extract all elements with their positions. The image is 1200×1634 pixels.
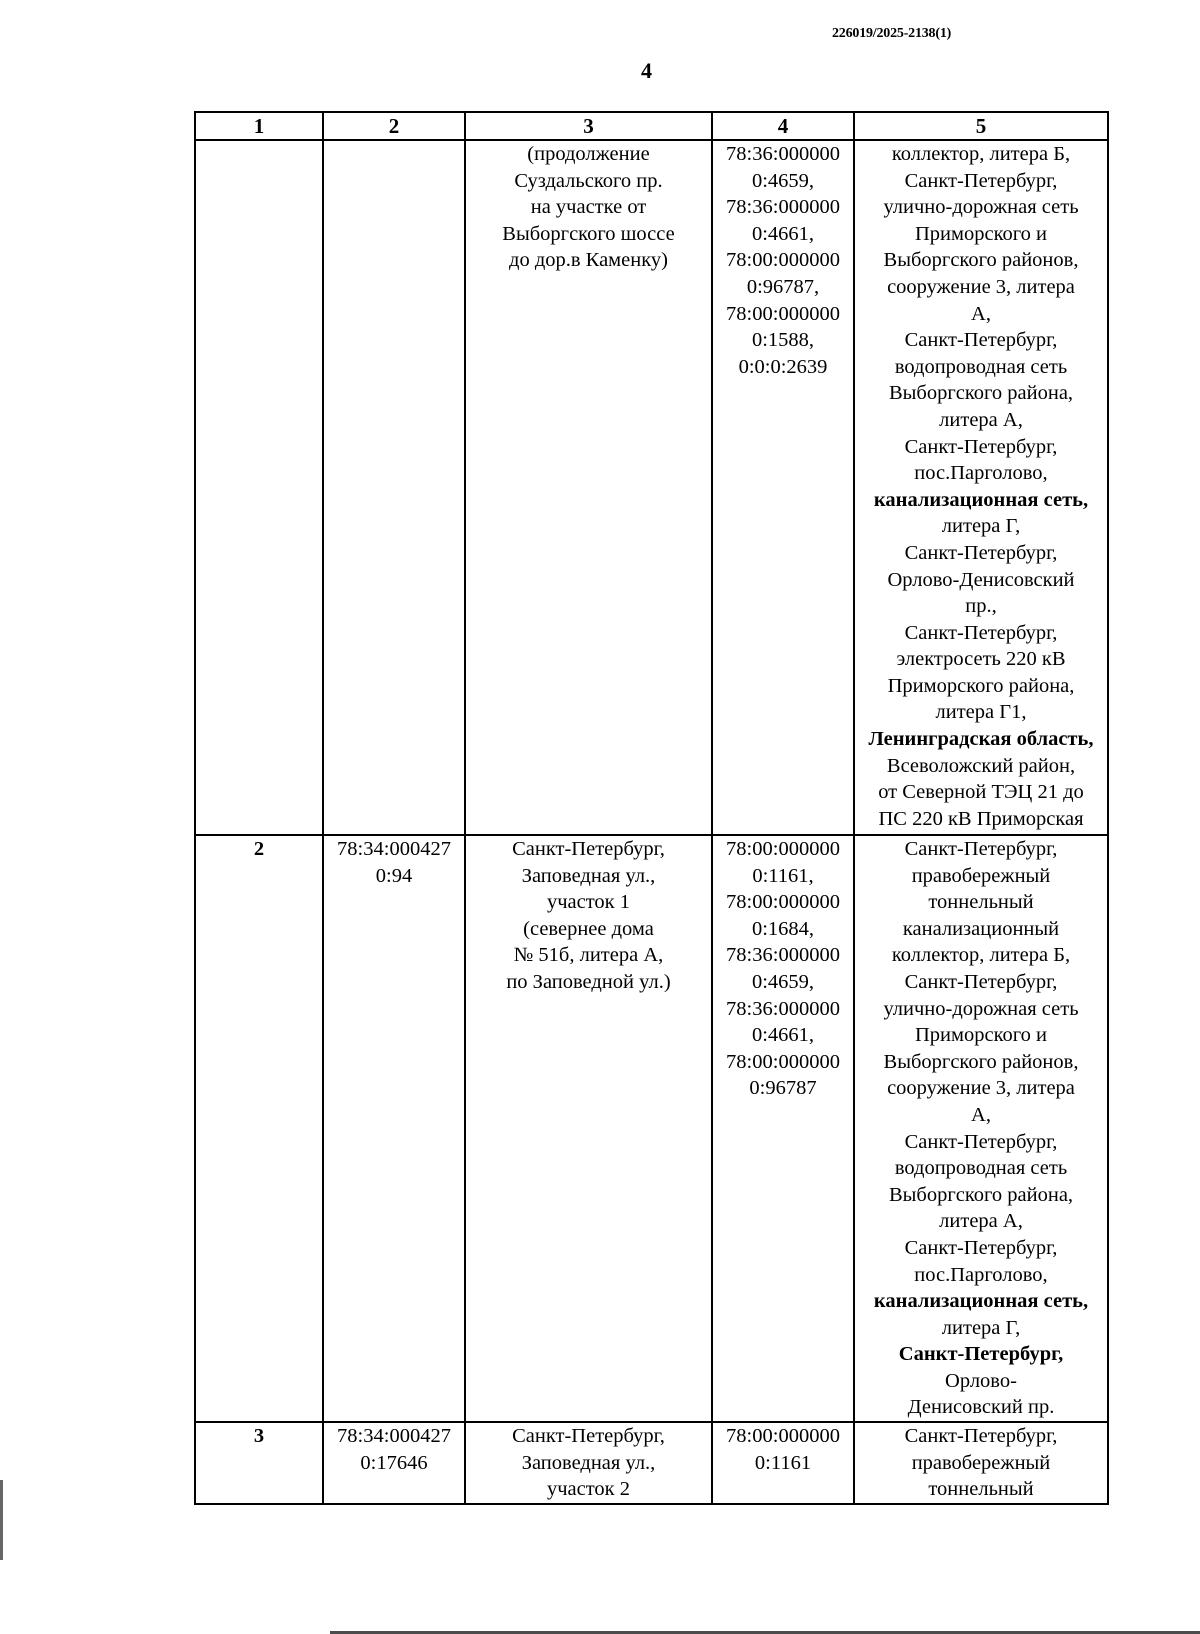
page-number: 4	[641, 58, 652, 83]
row-number	[195, 140, 323, 835]
header-row	[195, 112, 1108, 140]
parcels-line: 78:36:000000	[726, 944, 840, 967]
table-row	[195, 835, 1108, 1422]
objects-line: А,	[971, 302, 991, 325]
objects-line: А,	[971, 1103, 991, 1126]
row-number: 3	[195, 1422, 323, 1504]
objects-line: Выборгского района,	[888, 1183, 1074, 1206]
objects-line: литера Г,	[941, 515, 1021, 538]
objects-line: Орлово-Денисовский	[887, 568, 1075, 591]
table-row	[195, 1422, 1108, 1504]
objects-line: Ленинградская область,	[868, 728, 1094, 751]
location-line: Заповедная ул.,	[521, 1451, 656, 1474]
cadastral-number-line: 0:94	[375, 864, 413, 887]
objects-line: сооружение 3, литера	[887, 1077, 1075, 1100]
location-line: до дор.в Каменку)	[509, 249, 668, 272]
objects-line: ПС 220 кВ Приморская	[878, 807, 1084, 830]
objects-line: от Северной ТЭЦ 21 до	[878, 781, 1084, 804]
parcels-line: 78:36:000000	[726, 143, 840, 165]
parcels-line: 0:4661,	[751, 222, 815, 245]
location-line: Санкт-Петербург,	[512, 838, 665, 860]
cadastral-number-line: 78:34:000427	[337, 1425, 451, 1448]
objects-line: тоннельный	[928, 1478, 1034, 1501]
objects-line: Санкт-Петербург,	[904, 329, 1058, 352]
objects-line: литера А,	[939, 1210, 1023, 1233]
objects-line: водопроводная сеть	[894, 355, 1068, 378]
objects-line: Выборгского районов,	[883, 1050, 1079, 1073]
location-cell	[465, 835, 712, 1422]
location-line: Выборгского шоссе	[502, 222, 675, 245]
objects-line: коллектор, литера Б,	[891, 944, 1071, 967]
objects-line: сооружение 3, литера	[887, 275, 1075, 298]
location-line: Суздальского пр.	[514, 169, 663, 192]
location-line: участок 2	[546, 1478, 631, 1501]
objects-line: пр.,	[965, 595, 997, 618]
parcels-line: 78:00:000000	[726, 838, 840, 860]
objects-line: пос.Парголово,	[914, 462, 1048, 485]
parcels-cell	[712, 1422, 854, 1504]
objects-line: правобережный	[911, 1451, 1051, 1474]
location-line: Санкт-Петербург,	[512, 1425, 665, 1448]
objects-line: литера Г1,	[935, 701, 1027, 724]
objects-line: канализационная сеть,	[873, 1290, 1089, 1313]
objects-line: Санкт-Петербург,	[904, 970, 1058, 993]
objects-line: Санкт-Петербург,	[904, 169, 1058, 192]
parcels-line: 78:00:000000	[726, 1050, 840, 1073]
location-line: на участке от	[530, 196, 647, 219]
objects-line: электросеть 220 кВ	[896, 648, 1066, 671]
objects-line: канализационная сеть,	[873, 488, 1089, 511]
objects-line: Санкт-Петербург,	[904, 621, 1058, 644]
objects-line: улично-дорожная сеть	[883, 997, 1079, 1020]
parcels-cell	[712, 140, 854, 835]
column-header-4: 4	[712, 112, 854, 140]
location-line: № 51б, литера А,	[513, 944, 664, 967]
objects-line: водопроводная сеть	[894, 1157, 1068, 1180]
objects-line: Всеволожский район,	[886, 754, 1076, 777]
objects-line: Денисовский пр.	[907, 1396, 1055, 1419]
column-header-5: 5	[854, 112, 1108, 140]
column-header-3: 3	[465, 112, 712, 140]
objects-line: улично-дорожная сеть	[883, 196, 1079, 219]
document-number: 226019/2025-2138(1)	[832, 26, 952, 41]
parcels-line: 0:4659,	[751, 970, 815, 993]
objects-line: канализационный	[902, 917, 1060, 940]
objects-cell	[854, 140, 1108, 835]
objects-line: тоннельный	[928, 891, 1034, 914]
location-line: по Заповедной ул.)	[506, 970, 671, 993]
parcels-cell	[712, 835, 854, 1422]
cadastral-number-line: 78:34:000427	[337, 838, 451, 860]
location-line: (севернее дома	[523, 917, 654, 940]
location-line: участок 1	[546, 891, 631, 914]
objects-line: литера Г,	[941, 1316, 1021, 1339]
objects-line: пос.Парголово,	[914, 1263, 1048, 1286]
parcels-line: 0:1161,	[752, 864, 814, 887]
column-header-1: 1	[195, 112, 323, 140]
parcels-line: 78:00:000000	[726, 891, 840, 914]
objects-line: Санкт-Петербург,	[904, 1236, 1058, 1259]
objects-line: Выборгского районов,	[883, 249, 1079, 272]
location-cell	[465, 1422, 712, 1504]
objects-line: Санкт-Петербург,	[898, 1343, 1064, 1366]
table-row	[195, 140, 1108, 835]
location-line: (продолжение	[527, 143, 650, 165]
objects-cell	[854, 1422, 1108, 1504]
column-header-2: 2	[323, 112, 465, 140]
objects-line: Санкт-Петербург,	[904, 541, 1058, 564]
cadastral-number-cell	[323, 140, 465, 835]
row-number: 2	[195, 835, 323, 1422]
parcels-line: 0:96787,	[746, 275, 820, 298]
objects-cell	[854, 835, 1108, 1422]
parcels-line: 78:36:000000	[726, 196, 840, 219]
parcels-line: 0:4659,	[751, 169, 815, 192]
objects-line: Санкт-Петербург,	[904, 1425, 1058, 1448]
scan-edge-mark	[0, 1480, 3, 1560]
location-line: Заповедная ул.,	[521, 864, 656, 887]
parcels-line: 0:1161	[754, 1451, 812, 1474]
parcels-line: 0:96787	[749, 1077, 817, 1100]
cadastral-number-cell	[323, 1422, 465, 1504]
objects-line: Приморского района,	[887, 674, 1075, 697]
objects-line: Санкт-Петербург,	[904, 435, 1058, 458]
cadastral-number-cell	[323, 835, 465, 1422]
objects-line: коллектор, литера Б,	[891, 143, 1071, 165]
parcels-line: 78:00:000000	[726, 302, 840, 325]
location-cell	[465, 140, 712, 835]
register-table	[194, 111, 1109, 1505]
cadastral-number-line: 0:17646	[360, 1451, 428, 1474]
parcels-line: 0:1588,	[751, 329, 815, 352]
parcels-line: 78:00:000000	[726, 249, 840, 272]
objects-line: Санкт-Петербург,	[904, 838, 1058, 860]
objects-line: Орлово-	[945, 1369, 1017, 1392]
objects-line: Приморского и	[914, 222, 1047, 245]
objects-line: Приморского и	[914, 1024, 1047, 1047]
parcels-line: 0:0:0:2639	[738, 355, 828, 378]
objects-line: Санкт-Петербург,	[904, 1130, 1058, 1153]
objects-line: литера А,	[939, 408, 1023, 431]
parcels-line: 0:1684,	[751, 917, 815, 940]
parcels-line: 78:36:000000	[726, 997, 840, 1020]
objects-line: Выборгского района,	[888, 382, 1074, 405]
parcels-line: 0:4661,	[751, 1024, 815, 1047]
objects-line: правобережный	[911, 864, 1051, 887]
parcels-line: 78:00:000000	[726, 1425, 840, 1448]
